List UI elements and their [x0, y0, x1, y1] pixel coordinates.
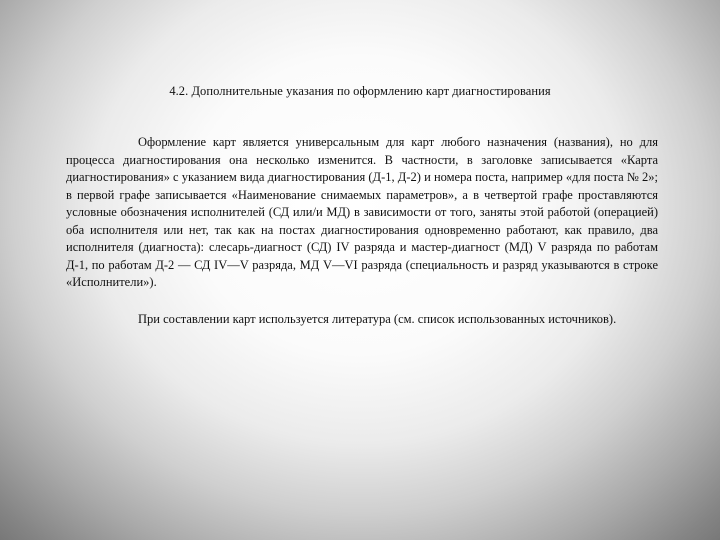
section-heading: 4.2. Дополнительные указания по оформлению карт диагностирования	[169, 84, 551, 98]
paragraph-literature: При составлении карт используется литература (см. список использованных источников).	[138, 312, 617, 326]
paragraph-card-format: Оформление карт является универсальным для карт любого назначения (названия), но для процесса диагностирования она несколько изменится. В частности, в заголовке записывается «Карта диагностирования» с указанием вида диагностирования (Д-1, Д-2) и номера поста, например «для поста № 2»; в первой графе записывается «Наименование снимаемых параметров», а в четвертой графе проставляются условные обозначения исполнителей (СД или/и МД) в зависимости от того, заняты этой работой (операцией) оба исполнителя или нет, так как на постах диагностирования одновременно работают, как правило, два исполнителя (диагноста): слесарь-диагност (СД) IV разряда и мастер-диагност (МД) V разряда по работам Д-1, по работам Д-2 — СД IV—V разряда, МД V—VI разряда (специальность и разряд указываются в строке «Исполнители»).	[66, 135, 658, 289]
